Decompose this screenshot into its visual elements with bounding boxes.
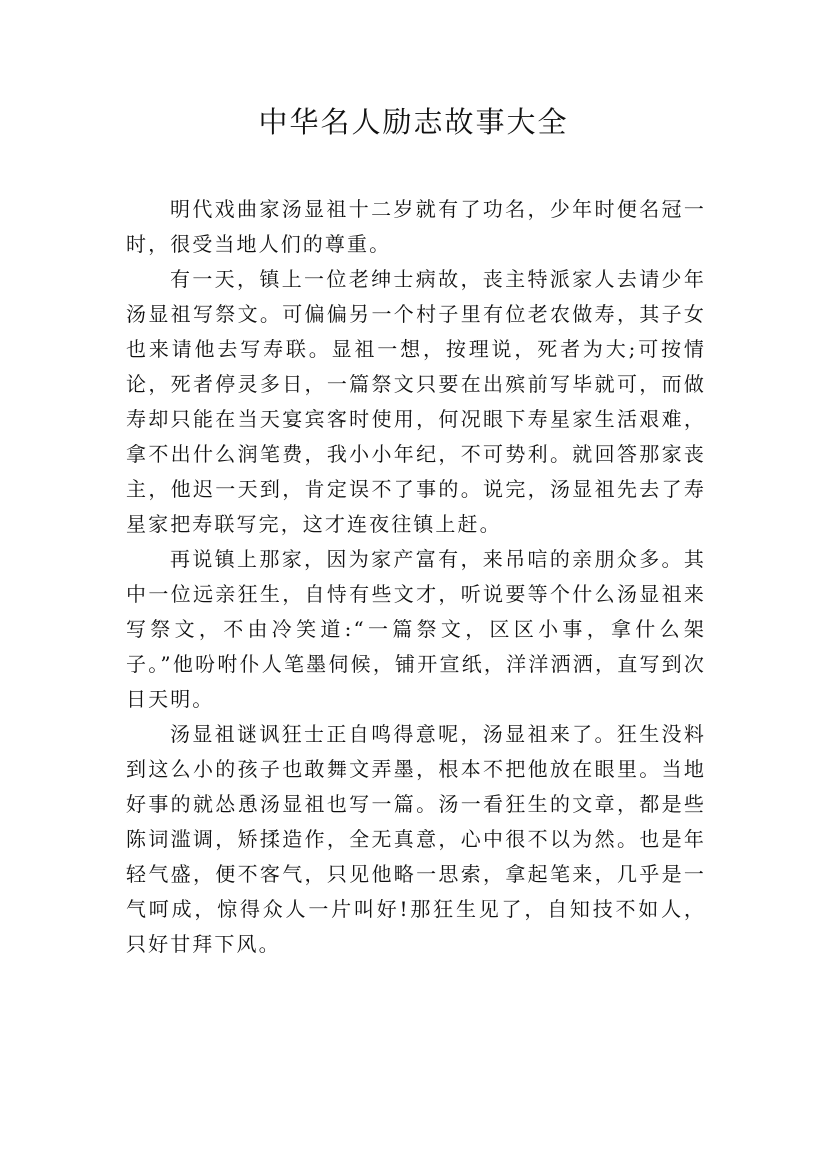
paragraph-4: 汤显祖谜讽狂士正自鸣得意呢，汤显祖来了。狂生没料到这么小的孩子也敢舞文弄墨，根本不把他放在眼里。当地好事的就怂恿汤显祖也写一篇。汤一看狂生的文章，都是些陈词滥调，矫揉造作，全无真意，心中很不以为然。也是年轻气盛，便不客气，只见他略一思索，拿起笔来，几乎是一气呵成，惊得众人一片叫好!那狂生见了，自知技不如人，只好甘拜下风。 bbox=[126, 722, 706, 956]
page-title: 中华名人励志故事大全 bbox=[258, 105, 569, 139]
paragraph-3: 再说镇上那家，因为家产富有，来吊唁的亲朋众多。其中一位远亲狂生，自恃有些文才，听说要等个什么汤显祖来写祭文，不由冷笑道:“一篇祭文，区区小事，拿什么架子。”他吩咐仆人笔墨伺候，铺开宣纸，洋洋洒洒，直写到次日天明。 bbox=[126, 547, 706, 711]
paragraph-1: 明代戏曲家汤显祖十二岁就有了功名，少年时便名冠一时，很受当地人们的尊重。 bbox=[126, 197, 706, 256]
article-body bbox=[126, 192, 706, 962]
paragraph-2: 有一天，镇上一位老绅士病故，丧主特派家人去请少年汤显祖写祭文。可偏偏另一个村子里有位老农做寿，其子女也来请他去写寿联。显祖一想，按理说，死者为大;可按情论，死者停灵多日，一篇祭文只要在出殡前写毕就可，而做寿却只能在当天宴宾客时使用，何况眼下寿星家生活艰难，拿不出什么润笔费，我小小年纪，不可势利。就回答那家丧主，他迟一天到，肯定误不了事的。说完，汤显祖先去了寿星家把寿联写完，这才连夜往镇上赶。 bbox=[126, 267, 706, 536]
